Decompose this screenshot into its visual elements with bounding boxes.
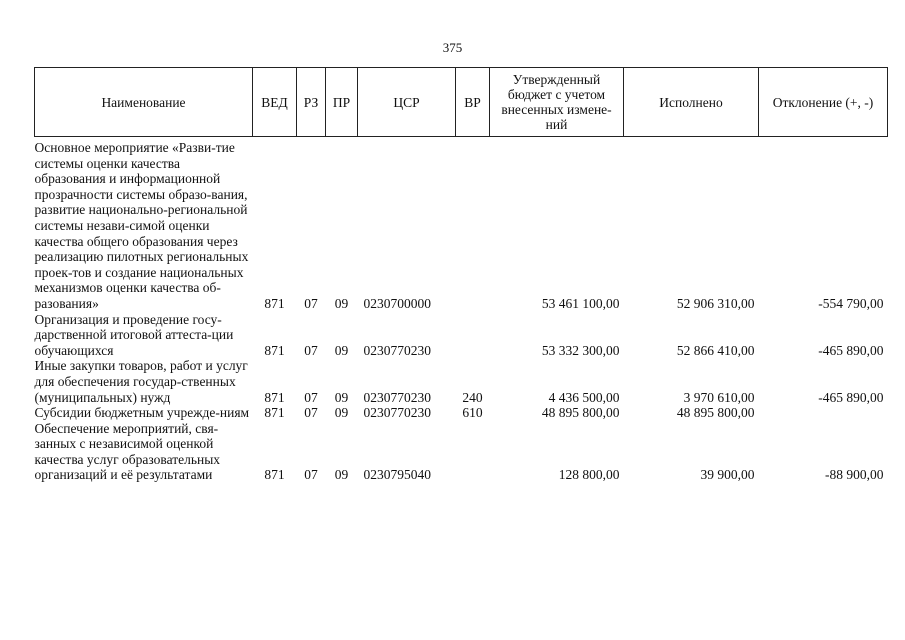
budget-table (34, 67, 888, 483)
row-pr: 09 (334, 467, 349, 483)
row-deviation: -554 790,00 (818, 295, 884, 311)
row-ved: 871 (264, 405, 285, 421)
row-ved: 871 (264, 295, 285, 311)
row-budget: 128 800,00 (558, 467, 620, 483)
row-rz: 07 (304, 405, 318, 421)
page-number: 375 (442, 40, 463, 55)
row-budget: 4 436 500,00 (548, 389, 620, 405)
row-deviation: -465 890,00 (818, 342, 884, 358)
row-deviation: -465 890,00 (818, 389, 884, 405)
row-executed: 39 900,00 (700, 467, 755, 483)
table-row (35, 312, 888, 359)
row-csr: 0230770230 (363, 405, 431, 421)
row-name: Обеспечение мероприятий, свя-занных с независимой оценкой качества услуг образовательных организаций и её результатами (34, 420, 221, 483)
row-name: Иные закупки товаров, работ и услуг для обеспечения государ-ственных (муниципальных) нужд (34, 358, 248, 405)
row-executed: 52 906 310,00 (676, 295, 755, 311)
row-pr: 09 (334, 295, 349, 311)
row-csr: 0230795040 (363, 467, 431, 483)
header-vr: ВР (456, 68, 490, 137)
header-csr: ЦСР (358, 68, 456, 137)
row-vr (456, 421, 490, 483)
row-ved: 871 (264, 342, 285, 358)
header-budget: Утвержденный бюджет с учетом внесенных измене-ний (490, 68, 624, 137)
row-budget: 53 332 300,00 (541, 342, 620, 358)
row-vr (456, 312, 490, 359)
row-rz: 07 (304, 389, 318, 405)
row-budget: 48 895 800,00 (541, 405, 620, 421)
row-rz: 07 (304, 295, 318, 311)
header-rz: РЗ (297, 68, 326, 137)
row-vr (456, 140, 490, 312)
header-row (35, 68, 888, 137)
row-vr: 240 (462, 389, 483, 405)
table-row (35, 421, 888, 483)
row-name: Основное мероприятие «Разви-тие системы оценки качества образования и информационной прозрачности системы образо-вания, развитие национально-региональной системы незави-симой оценки качества общего образования через реализацию пилотных региональных проек-тов и создание национальных механизмов оценки качества об-разования» (34, 140, 249, 311)
row-pr: 09 (334, 389, 349, 405)
row-name: Субсидии бюджетным учрежде-ниям (34, 405, 250, 421)
header-name: Наименование (35, 68, 253, 137)
header-deviation: Отклонение (+, -) (759, 68, 888, 137)
row-csr: 0230770230 (363, 389, 431, 405)
row-executed: 48 895 800,00 (676, 405, 755, 421)
row-deviation: -88 900,00 (825, 467, 884, 483)
row-ved: 871 (264, 467, 285, 483)
row-ved: 871 (264, 389, 285, 405)
row-executed: 52 866 410,00 (676, 342, 755, 358)
row-budget: 53 461 100,00 (541, 295, 620, 311)
row-executed: 3 970 610,00 (683, 389, 755, 405)
header-pr: ПР (326, 68, 358, 137)
row-pr: 09 (334, 405, 349, 421)
row-deviation (759, 405, 888, 421)
table-row (35, 405, 888, 421)
row-csr: 0230700000 (363, 295, 431, 311)
row-vr: 610 (462, 405, 483, 421)
row-csr: 0230770230 (363, 342, 431, 358)
row-pr: 09 (334, 342, 349, 358)
header-executed: Исполнено (624, 68, 759, 137)
row-rz: 07 (304, 467, 318, 483)
table-row (35, 358, 888, 405)
row-name: Организация и проведение госу-дарственной итоговой аттеста-ции обучающихся (34, 311, 234, 358)
table-row (35, 140, 888, 312)
row-rz: 07 (304, 342, 318, 358)
header-ved: ВЕД (253, 68, 297, 137)
